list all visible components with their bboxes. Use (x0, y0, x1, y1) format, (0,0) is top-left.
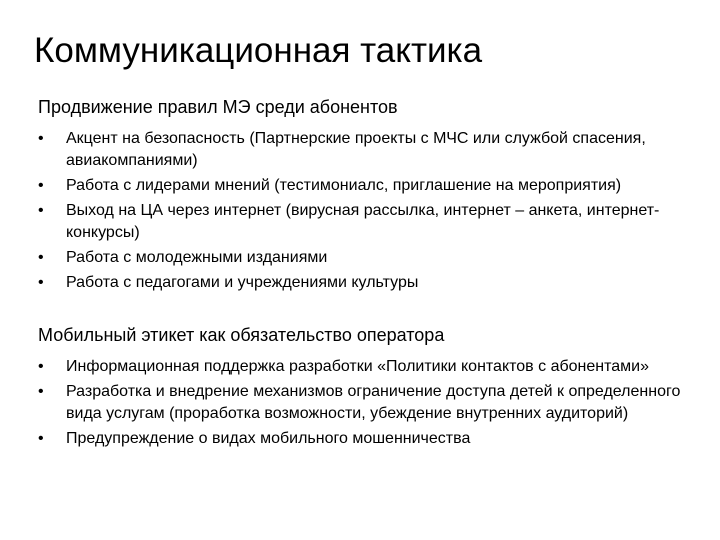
bullet-icon: • (38, 430, 44, 447)
bullet-list (38, 128, 708, 294)
list-item-text: Информационная поддержка разработки «Политики контактов с абонентами» (66, 358, 649, 375)
list-item-text: Работа с педагогами и учреждениями культуры (66, 274, 419, 291)
bullet-list (38, 356, 708, 450)
list-item (38, 128, 708, 172)
bullet-icon: • (38, 177, 44, 194)
section-heading: Мобильный этикет как обязательство оператора (38, 325, 445, 345)
list-item (38, 272, 708, 294)
section-mobile-etiquette (38, 324, 708, 453)
list-item (38, 200, 708, 244)
bullet-icon: • (38, 202, 44, 219)
bullet-icon: • (38, 249, 44, 266)
bullet-icon: • (38, 274, 44, 291)
bullet-icon: • (38, 130, 44, 147)
bullet-icon: • (38, 383, 44, 400)
list-item (38, 428, 708, 450)
bullet-icon: • (38, 358, 44, 375)
list-item (38, 356, 708, 378)
list-item-text: Работа с лидерами мнений (тестимониалс, приглашение на мероприятия) (66, 177, 622, 194)
list-item-text: Акцент на безопасность (Партнерские проекты с МЧС или службой спасения, авиакомпаниями) (66, 130, 646, 169)
list-item-text: Работа с молодежными изданиями (66, 249, 328, 266)
list-item-text: Разработка и внедрение механизмов ограничение доступа детей к определенного вида услугам (проработка возможности, убеждение внутренних аудиторий) (66, 383, 681, 422)
list-item (38, 175, 708, 197)
section-promotion (38, 96, 708, 297)
list-item (38, 247, 708, 269)
list-item-text: Предупреждение о видах мобильного мошенничества (66, 430, 471, 447)
section-heading: Продвижение правил МЭ среди абонентов (38, 97, 398, 117)
list-item-text: Выход на ЦА через интернет (вирусная рассылка, интернет – анкета, интернет-конкурсы) (66, 202, 660, 241)
list-item (38, 381, 708, 425)
slide-title: Коммуникационная тактика (34, 31, 483, 70)
